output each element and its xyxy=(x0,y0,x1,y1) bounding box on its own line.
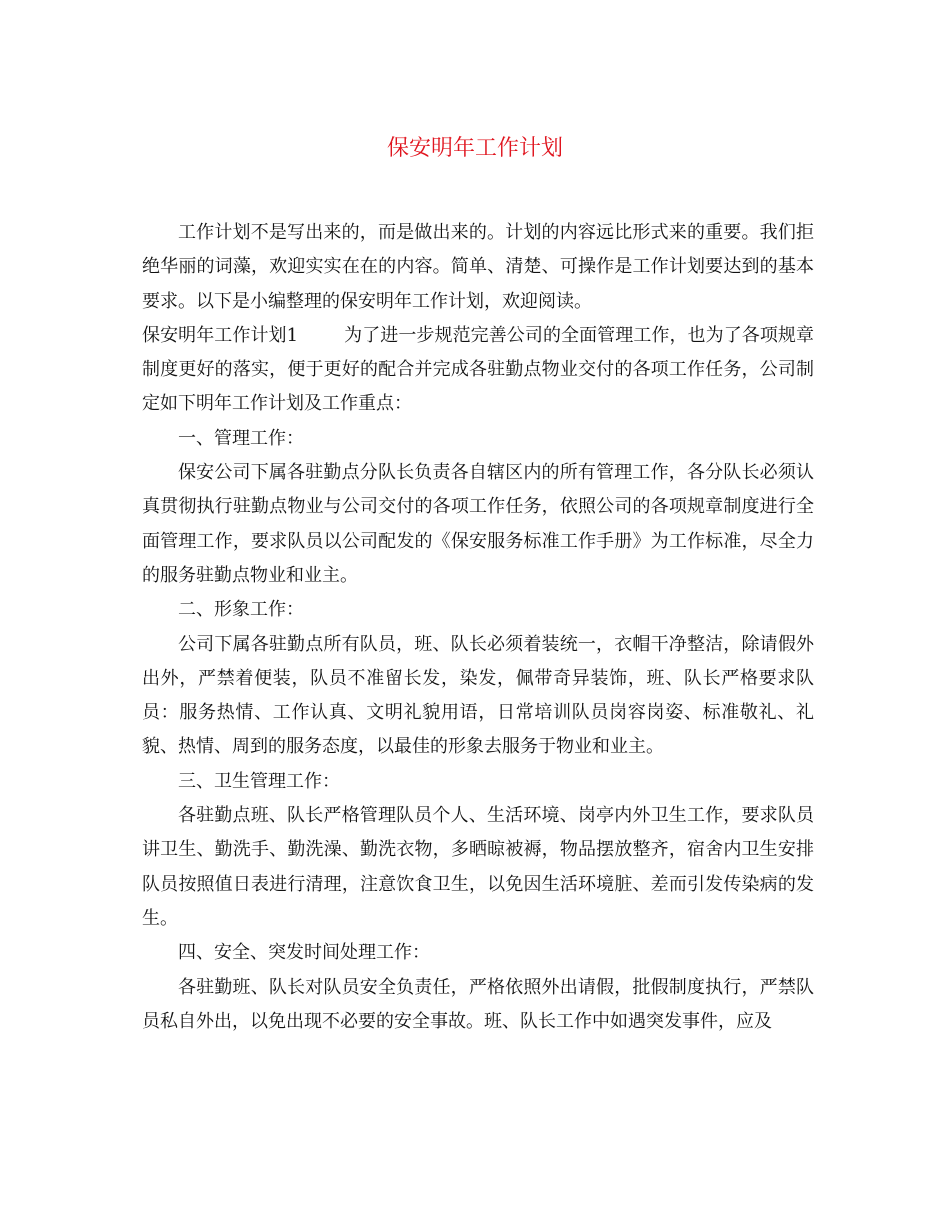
section-paragraph: 公司下属各驻勤点所有队员，班、队长必须着装统一，衣帽干净整洁，除请假外出外，严禁着便装，队员不准留长发，染发，佩带奇异装饰，班、队长严格要求队员：服务热情、工作认真、文明礼貌用语，日常培训队员岗容岗姿、标准敬礼、礼貌、热情、周到的服务态度，以最佳的形象去服务于物业和业主。 xyxy=(142,633,814,758)
plan-intro: 为了进一步规范完善公司的全面管理工作，也为了各项规章制度更好的落实，便于更好的配合并完成各驻勤点物业交付的各项工作任务，公司制定如下明年工作计划及工作重点： xyxy=(142,324,815,415)
page-title: 保安明年工作计划 xyxy=(386,136,563,161)
section-heading: 二、形象工作： xyxy=(178,599,304,621)
section-paragraph: 各驻勤点班、队长严格管理队员个人、生活环境、岗亭内外卫生工作，要求队员讲卫生、勤洗手、勤洗澡、勤洗衣物，多晒晾被褥，物品摆放整齐，宿舍内卫生安排队员按照值日表进行清理，注意饮食卫生，以免因生活环境脏、差而引发传染病的发生。 xyxy=(142,805,814,929)
section-heading: 一、管理工作： xyxy=(178,427,304,449)
section-heading: 四、安全、突发时间处理工作： xyxy=(178,942,430,964)
section-paragraph: 保安公司下属各驻勤点分队长负责各自辖区内的所有管理工作，各分队长必须认真贯彻执行驻勤点物业与公司交付的各项工作任务，依照公司的各项规章制度进行全面管理工作，要求队员以公司配发的《保安服务标准工作手册》为工作标准，尽全力的服务驻勤点物业和业主。 xyxy=(142,462,814,586)
plan-heading: 保安明年工作计划1 xyxy=(142,324,299,346)
intro-paragraph: 工作计划不是写出来的，而是做出来的。计划的内容远比形式来的重要。我们拒绝华丽的词藻，欢迎实实在在的内容。简单、清楚、可操作是工作计划要达到的基本要求。以下是小编整理的保安明年工作计划，欢迎阅读。 xyxy=(142,222,814,312)
section-heading: 三、卫生管理工作： xyxy=(178,770,340,792)
document-body xyxy=(142,216,814,1039)
section-paragraph: 各驻勤班、队长对队员安全负责任，严格依照外出请假，批假制度执行，严禁队员私自外出，以免出现不必要的安全事故。班、队长工作中如遇突发事件，应及 xyxy=(142,976,814,1032)
plan-paragraph xyxy=(142,319,814,422)
